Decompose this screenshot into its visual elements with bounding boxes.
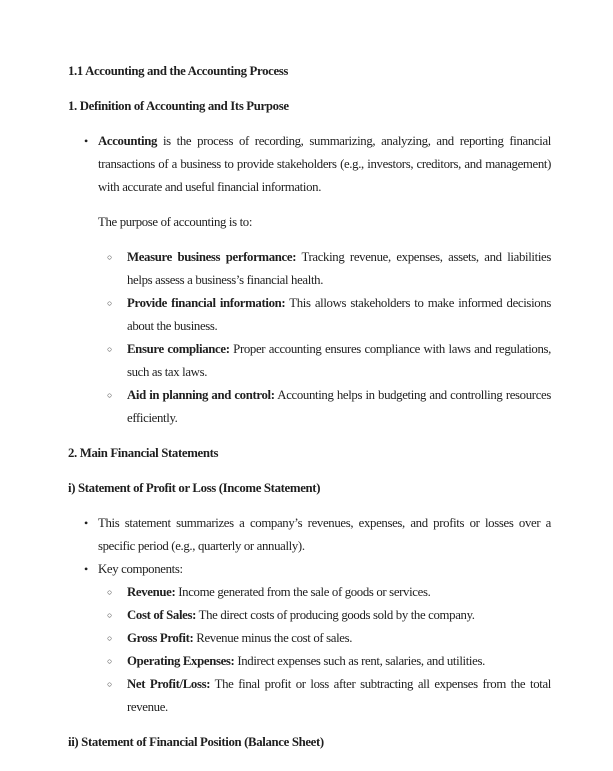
bold-lead: Operating Expenses: <box>127 654 235 668</box>
bold-lead: Gross Profit: <box>127 631 194 645</box>
bold-lead: Ensure compliance: <box>127 342 230 356</box>
item-text <box>127 384 551 430</box>
item-rest: Indirect expenses such as rent, salaries, and utilities. <box>234 654 485 668</box>
item-rest: Proper accounting ensures compliance with laws and regulations, such as tax laws. <box>127 342 551 379</box>
item-text <box>127 581 551 604</box>
item-rest: The final profit or loss after subtracting all expenses from the total revenue. <box>127 677 551 714</box>
section-heading-definition: 1. Definition of Accounting and Its Purpose <box>68 99 289 113</box>
bullet-icon: • <box>84 562 88 576</box>
list-item-aid-planning <box>68 384 551 430</box>
bold-lead: Measure business performance: <box>127 250 297 264</box>
item-text <box>127 673 551 719</box>
circle-bullet-icon: ○ <box>107 656 112 666</box>
circle-bullet-icon: ○ <box>107 344 112 354</box>
item-text: Key components: <box>98 562 183 576</box>
bullet-icon: • <box>84 516 88 530</box>
bold-lead: Aid in planning and control: <box>127 388 275 402</box>
bold-lead: Accounting <box>98 134 158 148</box>
subsection-heading-income-statement: i) Statement of Profit or Loss (Income Statement) <box>68 481 321 495</box>
item-text <box>127 246 551 292</box>
list-item-statement-summary <box>68 512 551 558</box>
definition-list <box>68 130 551 199</box>
bold-lead: Provide financial information: <box>127 296 286 310</box>
bold-lead: Cost of Sales: <box>127 608 197 622</box>
bold-lead: Net Profit/Loss: <box>127 677 211 691</box>
list-item-net-profit-loss <box>68 673 551 719</box>
subsection-heading-balance-sheet: ii) Statement of Financial Position (Balance Sheet) <box>68 735 324 749</box>
circle-bullet-icon: ○ <box>107 252 112 262</box>
item-rest: Tracking revenue, expenses, assets, and liabilities helps assess a business’s financial health. <box>127 250 551 287</box>
list-item-ensure-compliance <box>68 338 551 384</box>
circle-bullet-icon: ○ <box>107 679 112 689</box>
list-item-cost-of-sales <box>68 604 551 627</box>
item-text <box>127 650 551 673</box>
item-rest: Revenue minus the cost of sales. <box>193 631 353 645</box>
purpose-intro: The purpose of accounting is to: <box>98 215 253 229</box>
circle-bullet-icon: ○ <box>107 610 112 620</box>
item-text <box>127 292 551 338</box>
item-rest: This allows stakeholders to make informed decisions about the business. <box>127 296 551 333</box>
purpose-list <box>68 246 551 430</box>
list-item-provide-information <box>68 292 551 338</box>
item-text <box>98 130 551 199</box>
circle-bullet-icon: ○ <box>107 298 112 308</box>
income-statement-list <box>68 512 551 719</box>
item-rest: Income generated from the sale of goods or services. <box>175 585 431 599</box>
bold-lead: Revenue: <box>127 585 176 599</box>
item-text <box>127 338 551 384</box>
item-text <box>127 604 551 627</box>
list-item-gross-profit <box>68 627 551 650</box>
circle-bullet-icon: ○ <box>107 633 112 643</box>
chapter-heading: 1.1 Accounting and the Accounting Process <box>68 64 289 78</box>
bullet-icon: • <box>84 134 88 148</box>
item-rest: Accounting helps in budgeting and controlling resources efficiently. <box>127 388 551 425</box>
item-text: This statement summarizes a company’s revenues, expenses, and profits or losses over a specific period (e.g., quarterly or annually). <box>98 516 551 553</box>
list-item-key-components <box>68 558 551 581</box>
circle-bullet-icon: ○ <box>107 587 112 597</box>
list-item-measure-performance <box>68 246 551 292</box>
list-item-operating-expenses <box>68 650 551 673</box>
item-text <box>127 627 551 650</box>
list-item-accounting-definition <box>68 130 551 199</box>
item-rest: is the process of recording, summarizing, analyzing, and reporting financial transactions of a business to provide stakeholders (e.g., investors, creditors, and management) with accurate and useful financial information. <box>98 134 551 194</box>
section-heading-main-statements: 2. Main Financial Statements <box>68 446 219 460</box>
item-rest: The direct costs of producing goods sold by the company. <box>196 608 475 622</box>
circle-bullet-icon: ○ <box>107 390 112 400</box>
list-item-revenue <box>68 581 551 604</box>
